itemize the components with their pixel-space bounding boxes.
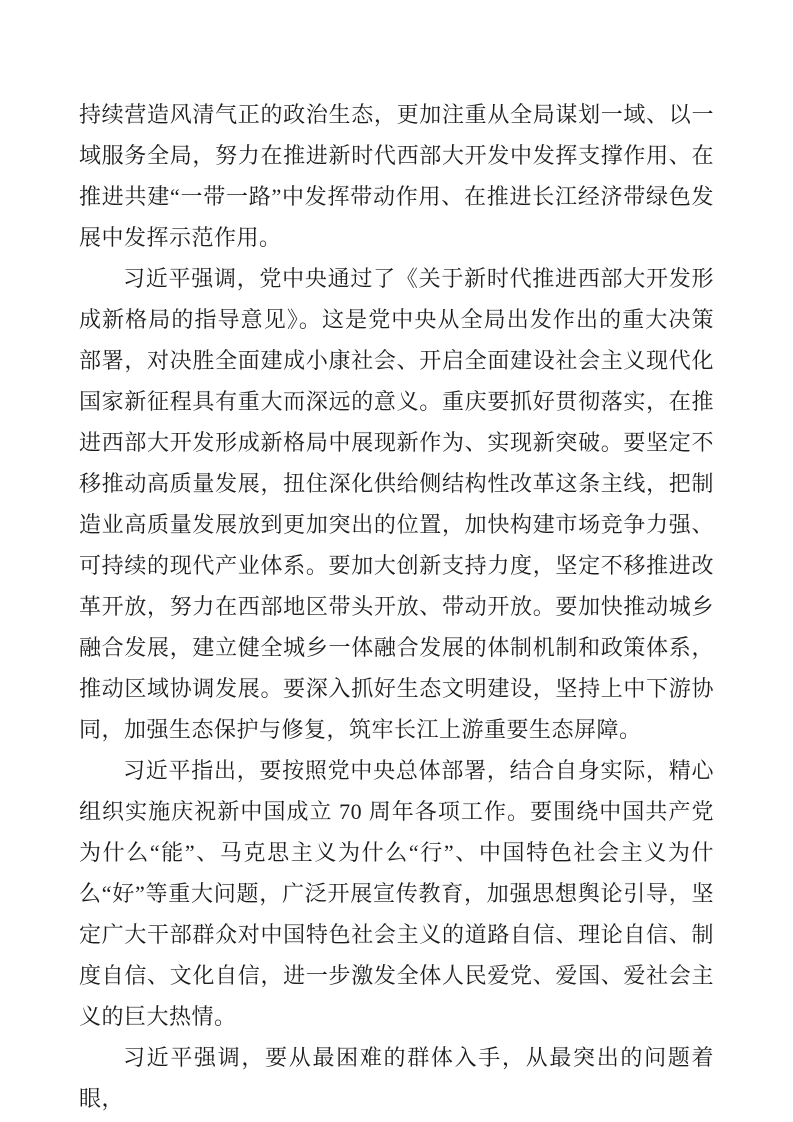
paragraph-70th-anniversary: 习近平指出，要按照党中央总体部署，结合自身实际，精心组织实施庆祝新中国成立 70 周年各项工作。要围绕中国共产党为什么“能”、马克思主义为什么“行”、中国特色社会主义为什么“好”等重大问题，广泛开展宣传教育，加强思想舆论引导，坚定广大干部群众对中国特色社会主义的道路自信、理论自信、制度自信、文化自信，进一步激发全体人民爱党、爱国、爱社会主义的巨大热情。: [79, 758, 714, 1029]
paragraph-guiding-opinions: 习近平强调，党中央通过了《关于新时代推进西部大开发形成新格局的指导意见》。这是党中央从全局出发作出的重大决策部署，对决胜全面建成小康社会、开启全面建设社会主义现代化国家新征程具有重大而深远的意义。重庆要抓好贯彻落实，在推进西部大开发形成新格局中展现新作为、实现新突破。要坚定不移推动高质量发展，扭住深化供给侧结构性改革这条主线，把制造业高质量发展放到更加突出的位置，加快构建市场竞争力强、可持续的现代产业体系。要加大创新支持力度，坚定不移推进改革开放，努力在西部地区带头开放、带动开放。要加快推动城乡融合发展，建立健全城乡一体融合发展的体制机制和政策体系，推动区域协调发展。要深入抓好生态文明建设，坚持上中下游协同，加强生态保护与修复，筑牢长江上游重要生态屏障。: [79, 266, 714, 742]
document-body: [79, 94, 714, 1119]
paragraph-final-line: 习近平强调，要从最困难的群体入手，从最突出的问题着眼，: [79, 1045, 714, 1111]
paragraph-continuation: 持续营造风清气正的政治生态，更加注重从全局谋划一域、以一域服务全局，努力在推进新时代西部大开发中发挥支撑作用、在推进共建“一带一路”中发挥带动作用、在推进长江经济带绿色发展中发挥示范作用。: [79, 102, 714, 250]
